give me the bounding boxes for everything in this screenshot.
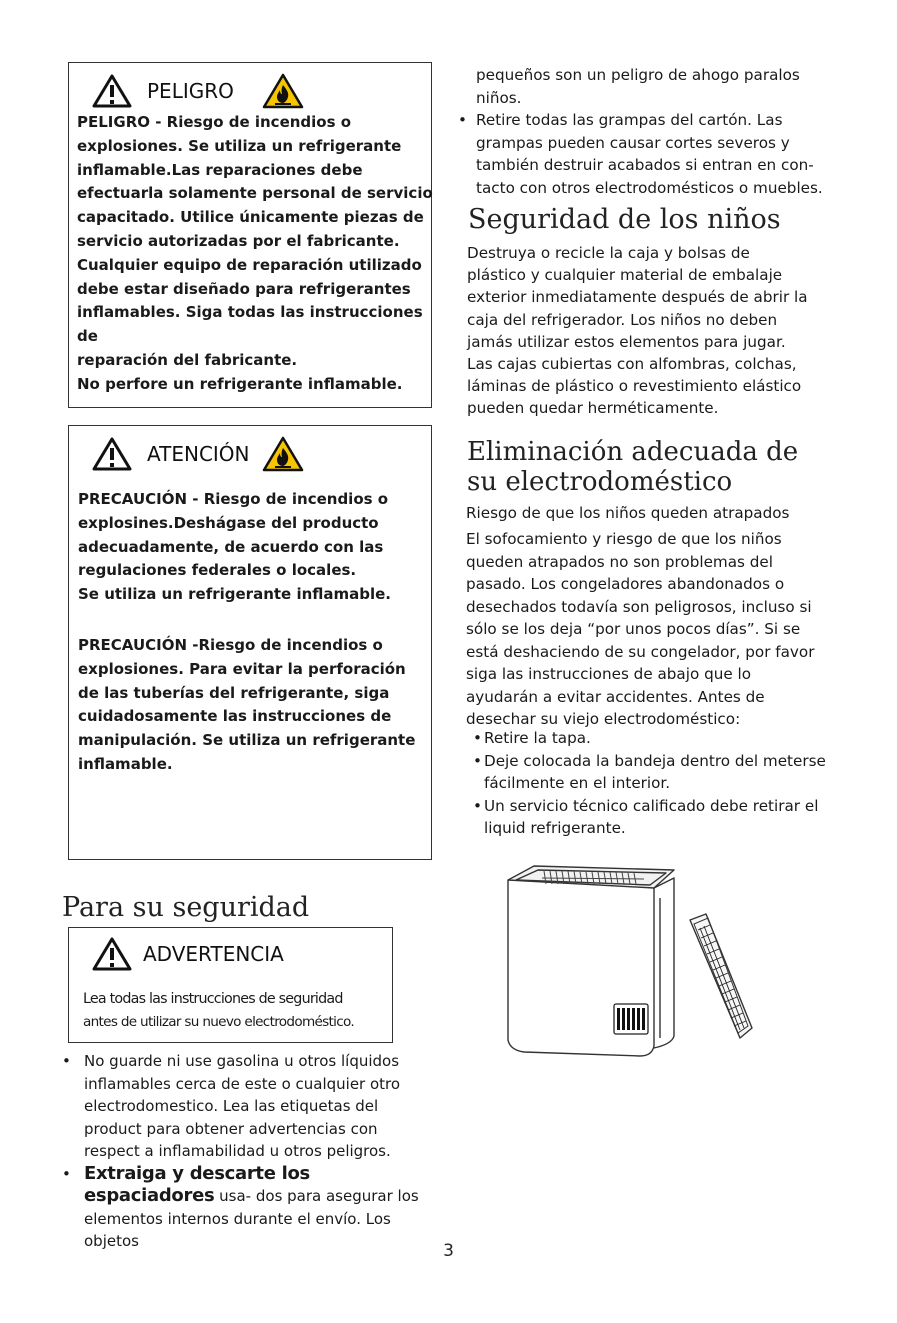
list-item: • Extraiga y descarte los espaciadores usa- dos para asegurar los elementos internos durante el envío. Los objetos [62,1162,419,1250]
disposal-steps [473,727,834,840]
continuation-text: pequeños son un peligro de ahogo paralos niños. [476,66,800,107]
children-safety-heading: Seguridad de los niños [468,204,781,235]
warning-line-1: Lea todas las instrucciones de seguridad [83,991,343,1007]
disposal-subheading: Riesgo de que los niños queden atrapados [466,504,790,522]
disposal-text: El sofocamiento y riesgo de que los niños queden atrapados no son problemas del pasado. Los congeladores abandonados o desechados todavía son peligrosos, incluso si sólo se los deja “por unos pocos días”. Si se está deshaciendo de su congelador, por favor siga las instrucciones de abajo que lo ayudarán a evitar accidentes. Antes de desechar su viejo electrodoméstico: [466,530,815,728]
danger-box-header [91,73,304,109]
step-2: Deje colocada la bandeja dentro del meterse fácilmente en el interior. [484,751,826,792]
warning-triangle-icon [91,936,133,972]
step-3: Un servicio técnico calificado debe retirar el liquid refrigerante. [484,796,819,837]
list-item: • Retire todas las grampas del cartón. Las grampas pueden causar cortes severos y también destruir acabados si entran en con-tacto con otros electrodomésticos o muebles. [458,111,823,197]
list-item: • Retire la tapa. [473,729,591,747]
page-number: 3 [443,1241,454,1261]
bullet-gasoline: No guarde ni use gasolina u otros líquidos inflamables cerca de este o cualquier otro electrodomestico. Lea las etiquetas del product para obtener advertencias con respect a inflamabilidad u otros peligros. [84,1052,401,1160]
warning-title: ADVERTENCIA [143,942,284,966]
warning-triangle-icon [91,73,133,109]
attention-text-1: PRECAUCIÓN - Riesgo de incendios o explosines.Deshágase del producto adecuadamente, de acuerdo con las regulaciones federales o locales. Se utiliza un refrigerante inflamable. [78,490,392,604]
warning-triangle-icon [91,436,133,472]
bullet-spacers-rest: usa- dos para asegurar los elementos internos durante el envío. Los objetos [84,1187,419,1250]
attention-box-header [91,436,304,472]
step-1: Retire la tapa. [484,729,591,747]
attention-title: ATENCIÓN [147,442,250,466]
danger-box [68,62,432,408]
list-item: • Deje colocada la bandeja dentro del meterse fácilmente en el interior. [473,751,826,792]
warning-box-header [91,936,284,972]
flammable-hazard-icon [262,73,304,109]
staples-bullet [458,109,842,199]
list-item: • Un servicio técnico calificado debe retirar el liquid refrigerante. [473,796,819,837]
children-safety-text: Destruya o recicle la caja y bolsas de plástico y cualquier material de embalaje exterior inmediatamente después de abrir la caja del refrigerador. Los niños no deben jamás utilizar estos elementos para jugar. Las cajas cubiertas con alfombras, colchas, láminas de plástico o revestimiento elástico pueden quedar herméticamente. [467,244,808,418]
danger-title: PELIGRO [147,79,234,103]
disposal-heading: Eliminación adecuada de su electrodoméstico [467,437,799,497]
warning-box [68,927,393,1043]
freezer-illustration [494,858,774,1063]
flammable-hazard-icon [262,436,304,472]
safety-bullets [62,1050,430,1253]
bullet-spacers-lead: Extraiga y descarte los espaciadores [84,1162,310,1206]
safety-heading: Para su seguridad [62,892,310,923]
warning-line-2: antes de utilizar su nuevo electrodoméstico. [83,1014,355,1030]
bullet-staples: Retire todas las grampas del cartón. Las grampas pueden causar cortes severos y también destruir acabados si entran en con-tacto con otros electrodomésticos o muebles. [476,111,823,197]
list-item: • No guarde ni use gasolina u otros líquidos inflamables cerca de este o cualquier otro electrodomestico. Lea las etiquetas del product para obtener advertencias con respect a inflamabilidad u otros peligros. [62,1052,401,1160]
attention-box [68,425,432,860]
attention-text-2: PRECAUCIÓN -Riesgo de incendios o explosiones. Para evitar la perforación de las tuberías del refrigerante, siga cuidadosamente las instrucciones de manipulación. Se utiliza un refrigerante inflamable. [78,636,416,773]
danger-text: PELIGRO - Riesgo de incendios o explosiones. Se utiliza un refrigerante inflamable.Las reparaciones debe efectuarla solamente personal de servicio capacitado. Utilice únicamente piezas de servicio autorizadas por el fabricante. Cualquier equipo de reparación utilizado debe estar diseñado para refrigerantes inflamables. Siga todas las instrucciones de reparación del fabricante. No perfore un refrigerante inflamable. [77,113,433,393]
